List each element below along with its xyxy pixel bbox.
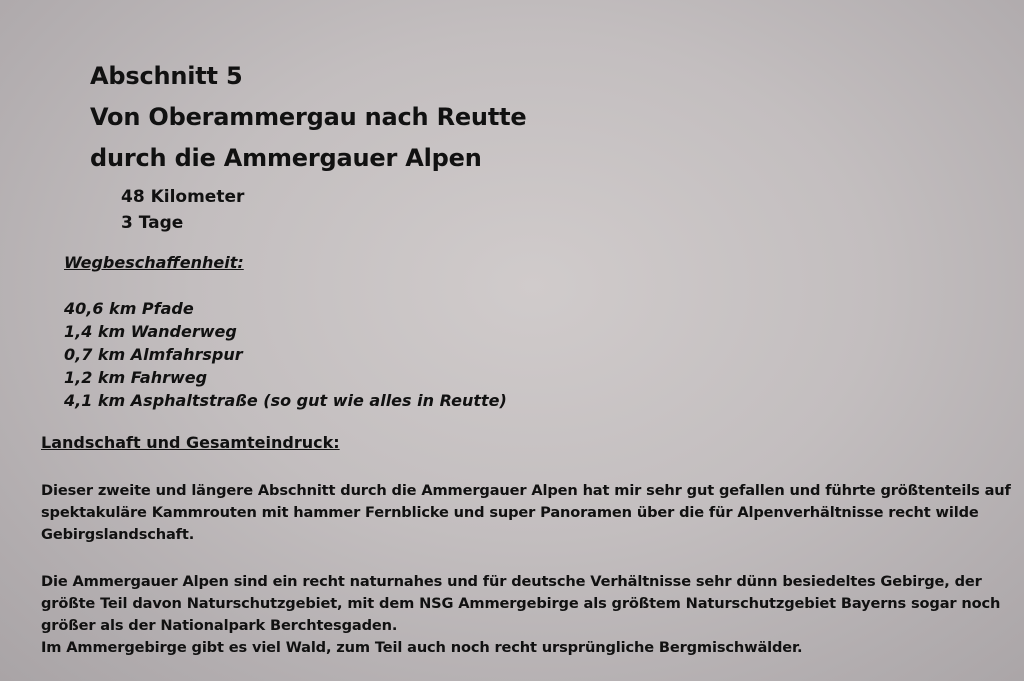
landscape-paragraph-2 [41,571,1001,659]
paragraph-line: spektakuläre Kammrouten mit hammer Fernblicke und super Panoramen über die für Alpenverhältnisse recht wilde [41,504,979,521]
surface-item: 1,4 km Wanderweg [64,322,237,341]
surface-item: 40,6 km Pfade [64,299,194,318]
title-line-section-number: Abschnitt 5 [90,62,243,90]
landscape-paragraph-1 [41,480,1011,546]
section-title [90,56,526,179]
surface-list [64,297,507,412]
title-line-route: Von Oberammergau nach Reutte [90,103,527,131]
section-meta [121,184,244,236]
landscape-heading: Landschaft und Gesamteindruck: [41,433,340,452]
surface-heading: Wegbeschaffenheit: [64,253,244,272]
duration-text: 3 Tage [121,213,184,233]
title-line-region: durch die Ammergauer Alpen [90,144,482,172]
paragraph-line: Dieser zweite und längere Abschnitt durch die Ammergauer Alpen hat mir sehr gut gefallen und führte größtenteils auf [41,482,1011,499]
surface-item: 1,2 km Fahrweg [64,368,208,387]
paragraph-line: Gebirgslandschaft. [41,526,195,543]
paragraph-line: Im Ammergebirge gibt es viel Wald, zum Teil auch noch recht ursprüngliche Bergmischwälder. [41,639,803,656]
paragraph-line: größer als der Nationalpark Berchtesgaden. [41,617,398,634]
surface-item: 0,7 km Almfahrspur [64,345,243,364]
distance-text: 48 Kilometer [121,187,245,207]
paragraph-line: Die Ammergauer Alpen sind ein recht naturnahes und für deutsche Verhältnisse sehr dünn besiedeltes Gebirge, der [41,573,982,590]
paragraph-line: größte Teil davon Naturschutzgebiet, mit dem NSG Ammergebirge als größtem Naturschutzgebiet Bayerns sogar noch [41,595,1001,612]
surface-item: 4,1 km Asphaltstraße (so gut wie alles in Reutte) [64,391,507,410]
